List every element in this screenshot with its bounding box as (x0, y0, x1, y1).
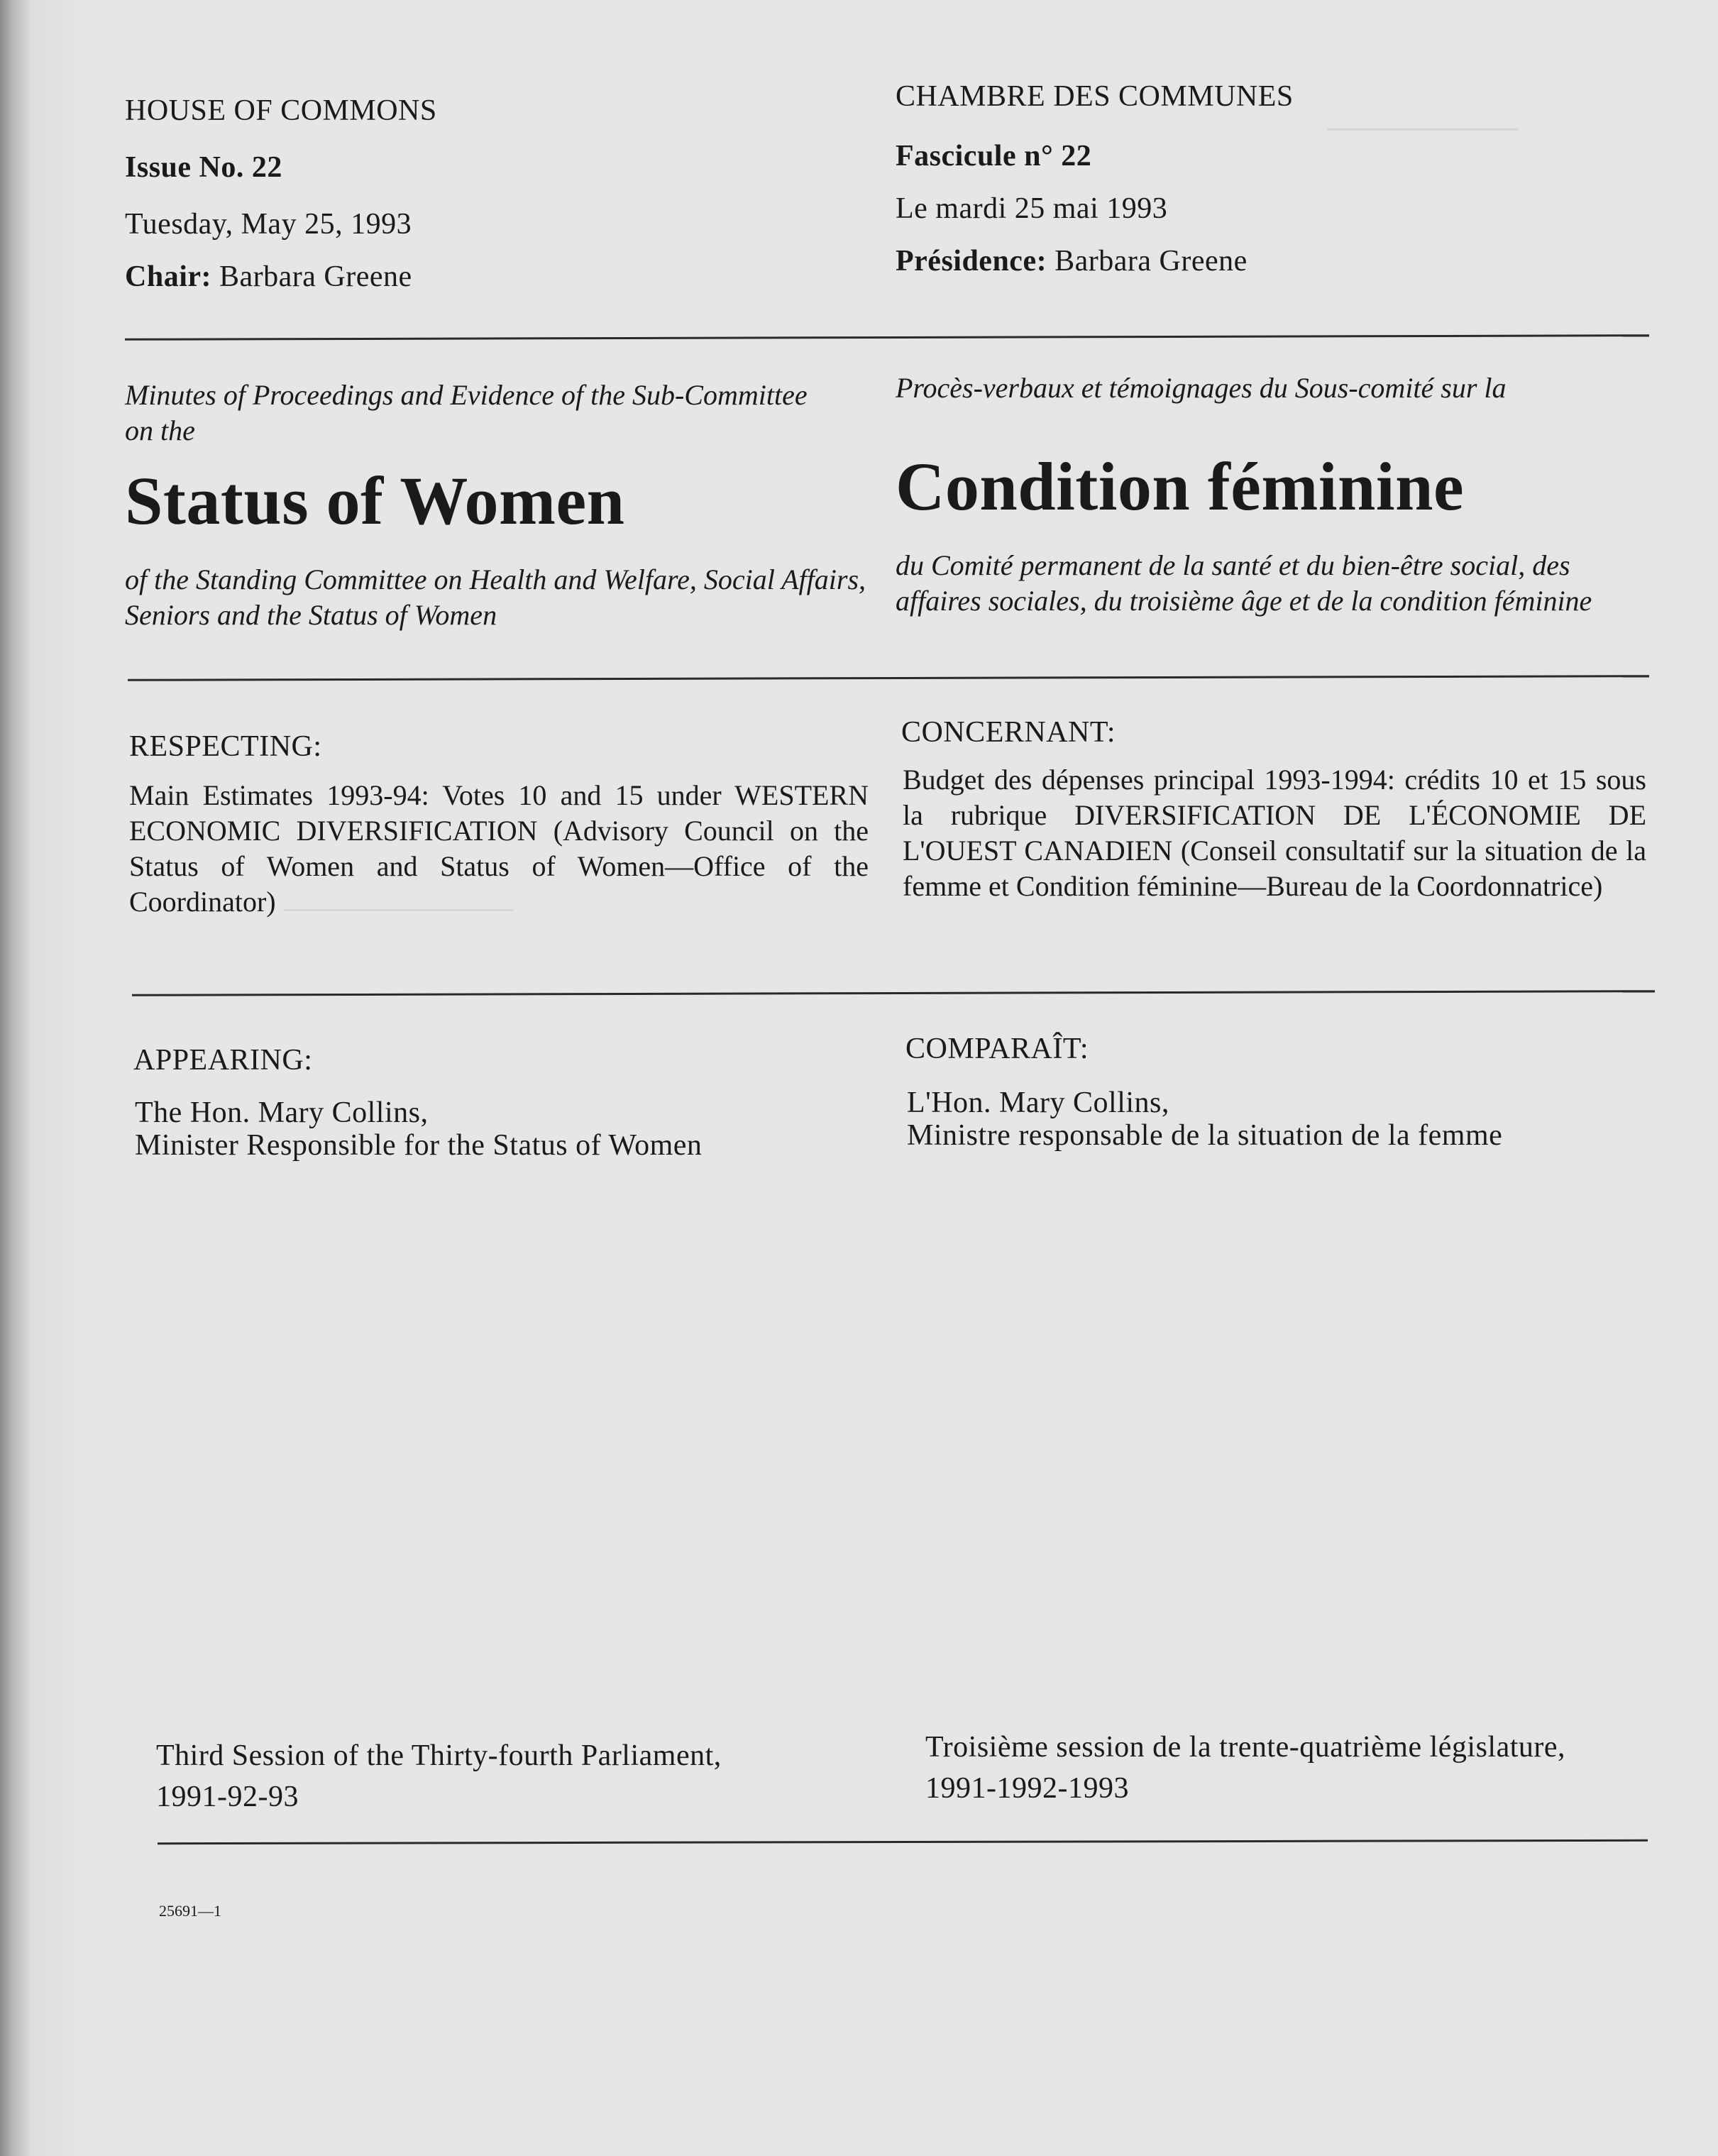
chair-name-en: Barbara Greene (219, 260, 412, 293)
show-through-text: ──────────── (284, 895, 514, 925)
witness-name-fr: L'Hon. Mary Collins, (907, 1087, 1169, 1119)
print-code: 25691—1 (159, 1902, 221, 1920)
appearing-label-fr: COMPARAÎT: (905, 1033, 1089, 1065)
meeting-date-en: Tuesday, May 25, 1993 (125, 208, 412, 241)
issue-number-en: Issue No. 22 (125, 151, 282, 184)
chair-label-fr: Présidence: (896, 245, 1047, 277)
witness-name-en: The Hon. Mary Collins, (135, 1096, 429, 1129)
session-line2-en: 1991-92-93 (156, 1781, 299, 1813)
witness-role-en: Minister Responsible for the Status of Women (135, 1129, 703, 1162)
session-line1-en: Third Session of the Thirty-fourth Parliament, (156, 1739, 722, 1772)
title-fr: Condition féminine (896, 449, 1465, 524)
title-intro-fr: Procès-verbaux et témoignages du Sous-comité sur la (896, 372, 1507, 404)
show-through-text: ────────── (1327, 114, 1519, 144)
chair-line-en (125, 260, 412, 294)
title-intro-en (125, 378, 870, 449)
chair-name-fr: Barbara Greene (1055, 245, 1248, 277)
house-name-fr: CHAMBRE DES COMMUNES (896, 80, 1294, 113)
session-line1-fr: Troisième session de la trente-quatrième législature, (925, 1731, 1566, 1764)
witness-role-fr: Ministre responsable de la situation de la femme (907, 1119, 1503, 1152)
title-en: Status of Women (125, 463, 625, 539)
respecting-label-en: RESPECTING: (129, 730, 322, 763)
title-intro-line2-en: on the (125, 414, 195, 446)
subtitle-fr: du Comité permanent de la santé et du bien-être social, des affaires sociales, du troisième âge et de la condition féminine (896, 549, 1592, 617)
respecting-text-fr: Budget des dépenses principal 1993-1994: crédits 10 et 15 sous la rubrique DIVERSIFICATION DE L'ÉCONOMIE DE L'OUEST CANADIEN (Conseil consultatif sur la situation de la femme et Condition féminine—Bureau de la Coordonnatrice) (903, 764, 1646, 902)
chair-line-fr (896, 244, 1248, 278)
chair-label-en: Chair: (125, 260, 211, 293)
subtitle-en: of the Standing Committee on Health and Welfare, Social Affairs, Seniors and the Status of Women (125, 563, 866, 631)
appearing-label-en: APPEARING: (133, 1044, 313, 1077)
divider-respecting (132, 990, 1655, 996)
divider-title (128, 675, 1649, 681)
session-line2-fr: 1991-1992-1993 (925, 1772, 1129, 1805)
respecting-label-fr: CONCERNANT: (901, 716, 1116, 749)
page-binding-edge (0, 0, 30, 2156)
divider-session (158, 1839, 1648, 1844)
title-intro-line1-en: Minutes of Proceedings and Evidence of the Sub-Committee (125, 379, 808, 411)
divider-header (125, 334, 1649, 341)
meeting-date-fr: Le mardi 25 mai 1993 (896, 192, 1168, 225)
respecting-text-en: Main Estimates 1993-94: Votes 10 and 15 under WESTERN ECONOMIC DIVERSIFICATION (Advisory Council on the Status of Women and Status of Women—Office of the Coordinator) (129, 779, 869, 918)
house-name-en: HOUSE OF COMMONS (125, 94, 437, 127)
issue-number-fr: Fascicule n° 22 (896, 140, 1092, 172)
